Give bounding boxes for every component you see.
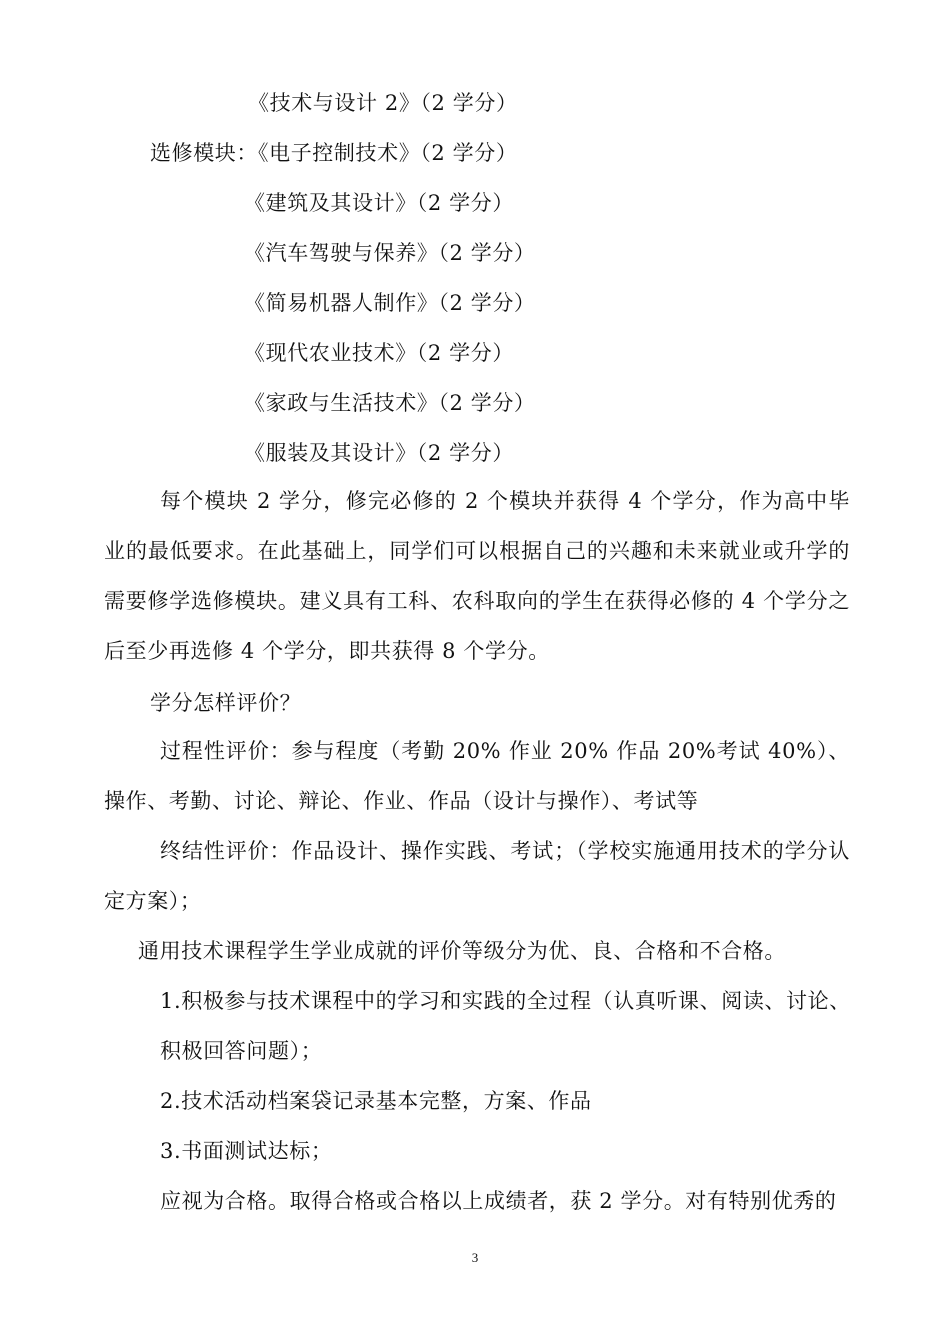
module-line-robot: 《简易机器人制作》（2 学分） bbox=[244, 291, 536, 315]
page-number: 3 bbox=[471, 1250, 479, 1265]
conclusion-line: 应视为合格。取得合格或合格以上成绩者，获 2 学分。对有特别优秀的 bbox=[160, 1189, 837, 1213]
grade-levels-line: 通用技术课程学生学业成就的评价等级分为优、良、合格和不合格。 bbox=[138, 939, 786, 963]
module-line-home-economics: 《家政与生活技术》（2 学分） bbox=[244, 391, 536, 415]
module-line-car-driving: 《汽车驾驶与保养》（2 学分） bbox=[244, 241, 536, 265]
evaluation-heading: 学分怎样评价？ bbox=[150, 691, 302, 715]
criterion-3-line: 3.书面测试达标； bbox=[160, 1139, 333, 1163]
criterion-1-line-b: 积极回答问题）； bbox=[160, 1039, 323, 1063]
module-line-electronic-control: 选修模块：《电子控制技术》（2 学分） bbox=[150, 141, 518, 165]
module-line-architecture: 《建筑及其设计》（2 学分） bbox=[244, 191, 514, 215]
process-evaluation-paragraph: 过程性评价：参与程度（考勤 20% 作业 20% 作品 20%考试 40%）、操作、考勤、讨论、辩论、作业、作品（设计与操作）、考试等 bbox=[104, 739, 850, 813]
criterion-1-line-a: 1.积极参与技术课程中的学习和实践的全过程（认真听课、阅读、讨论、 bbox=[160, 989, 851, 1013]
module-line-agriculture: 《现代农业技术》（2 学分） bbox=[244, 341, 514, 365]
credit-requirement-paragraph: 每个模块 2 学分，修完必修的 2 个模块并获得 4 个学分，作为高中毕业的最低要求。在此基础上，同学们可以根据自己的兴趣和未来就业或升学的需要修学选修模块。建义具有工科、农科取向的学生在获得必修的 4 个学分之后至少再选修 4 个学分，即共获得 8 个学分。 bbox=[104, 489, 850, 663]
final-evaluation-paragraph: 终结性评价：作品设计、操作实践、考试；（学校实施通用技术的学分认定方案）； bbox=[104, 839, 850, 913]
module-line-tech-design-2: 《技术与设计 2》（2 学分） bbox=[248, 91, 518, 115]
module-line-clothing: 《服装及其设计》（2 学分） bbox=[244, 441, 514, 465]
criterion-2-line: 2.技术活动档案袋记录基本完整，方案、作品 bbox=[160, 1089, 592, 1113]
